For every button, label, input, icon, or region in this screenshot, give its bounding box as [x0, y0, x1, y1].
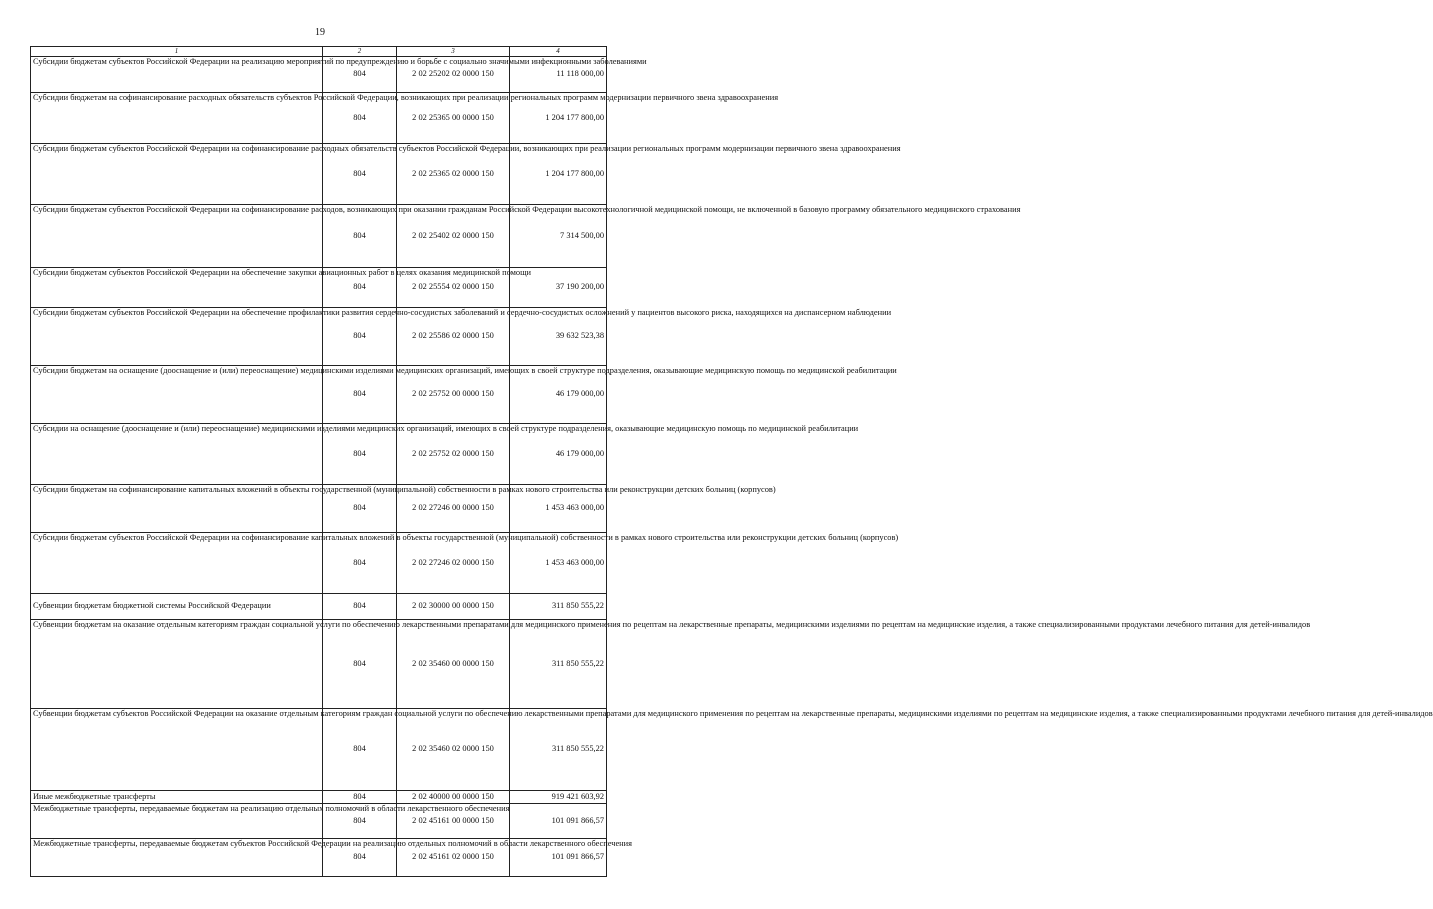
table-row: [31, 57, 607, 93]
row-name: Субсидии бюджетам на софинансирование расходных обязательств субъектов Российской Федерации, возникающих при реализации региональных программ модернизации первичного звена здравоохранения: [31, 93, 323, 144]
row-amount: 1 204 177 800,00: [510, 144, 607, 205]
row-admin-code: 804: [323, 485, 397, 533]
budget-table: [30, 46, 1433, 877]
row-admin-code: 804: [323, 804, 397, 839]
row-budget-class-code: 2 02 35460 00 0000 150: [397, 620, 510, 709]
row-amount: 7 314 500,00: [510, 205, 607, 268]
column-number: 4: [510, 47, 607, 57]
row-admin-code: 804: [323, 308, 397, 366]
table-row: [31, 620, 607, 709]
row-name: Субсидии бюджетам субъектов Российской Федерации на обеспечение закупки авиационных работ в целях оказания медицинской помощи: [31, 268, 323, 308]
row-amount: 101 091 866,57: [510, 839, 607, 877]
column-number-row: [31, 47, 607, 57]
row-name: Субсидии бюджетам на софинансирование капитальных вложений в объекты государственной (муниципальной) собственности в рамках нового строительства или реконструкции детских больниц (корпусов): [31, 485, 323, 533]
table-row: [31, 205, 607, 268]
page-number: 19: [315, 27, 325, 38]
row-admin-code: 804: [323, 57, 397, 93]
row-budget-class-code: 2 02 27246 02 0000 150: [397, 533, 510, 594]
row-amount: 311 850 555,22: [510, 709, 607, 791]
table-row: [31, 144, 607, 205]
table-row: [31, 424, 607, 485]
row-admin-code: 804: [323, 533, 397, 594]
row-admin-code: 804: [323, 620, 397, 709]
row-name: Субсидии бюджетам субъектов Российской Федерации на софинансирование расходов, возникающих при оказании гражданам Российской Федерации высокотехнологичной медицинской помощи, не включенной в базовую программу обязательного медицинского страхования: [31, 205, 323, 268]
row-amount: 101 091 866,57: [510, 804, 607, 839]
row-amount: 46 179 000,00: [510, 424, 607, 485]
row-budget-class-code: 2 02 45161 02 0000 150: [397, 839, 510, 877]
table-row: [31, 93, 607, 144]
row-admin-code: 804: [323, 594, 397, 620]
row-admin-code: 804: [323, 205, 397, 268]
table-row: [31, 791, 607, 804]
row-name: Субсидии бюджетам субъектов Российской Федерации на обеспечение профилактики развития сердечно-сосудистых заболеваний и сердечно-сосудистых осложнений у пациентов высокого риска, находящихся на диспансерном наблюдении: [31, 308, 323, 366]
row-amount: 11 118 000,00: [510, 57, 607, 93]
row-budget-class-code: 2 02 45161 00 0000 150: [397, 804, 510, 839]
row-name: Субсидии бюджетам субъектов Российской Федерации на софинансирование капитальных вложений в объекты государственной (муниципальной) собственности в рамках нового строительства или реконструкции детских больниц (корпусов): [31, 533, 323, 594]
table-row: [31, 366, 607, 424]
row-budget-class-code: 2 02 25554 02 0000 150: [397, 268, 510, 308]
row-budget-class-code: 2 02 25202 02 0000 150: [397, 57, 510, 93]
row-budget-class-code: 2 02 25365 02 0000 150: [397, 144, 510, 205]
row-amount: 1 453 463 000,00: [510, 485, 607, 533]
row-amount: 46 179 000,00: [510, 366, 607, 424]
row-name: Субсидии бюджетам субъектов Российской Федерации на реализацию мероприятий по предупреждению и борьбе с социально значимыми инфекционными заболеваниями: [31, 57, 323, 93]
table-row: [31, 594, 607, 620]
row-amount: 311 850 555,22: [510, 594, 607, 620]
column-number: 1: [31, 47, 323, 57]
row-amount: 1 204 177 800,00: [510, 93, 607, 144]
row-admin-code: 804: [323, 709, 397, 791]
table-row: [31, 485, 607, 533]
table-row: [31, 804, 607, 839]
row-name: Субвенции бюджетам субъектов Российской Федерации на оказание отдельным категориям граждан социальной услуги по обеспечению лекарственными препаратами для медицинского применения по рецептам на лекарственные препараты, медицинскими изделиями по рецептам на медицинские изделия, а также специализированными продуктами лечебного питания для детей-инвалидов: [31, 709, 323, 791]
column-number: 2: [323, 47, 397, 57]
row-admin-code: 804: [323, 366, 397, 424]
row-admin-code: 804: [323, 424, 397, 485]
table-row: [31, 709, 607, 791]
row-budget-class-code: 2 02 25586 02 0000 150: [397, 308, 510, 366]
row-budget-class-code: 2 02 25752 00 0000 150: [397, 366, 510, 424]
row-amount: 37 190 200,00: [510, 268, 607, 308]
row-name: Субсидии на оснащение (дооснащение и (или) переоснащение) медицинскими изделиями медицинских организаций, имеющих в своей структуре подразделения, оказывающие медицинскую помощь по медицинской реабилитации: [31, 424, 323, 485]
row-name: Межбюджетные трансферты, передаваемые бюджетам на реализацию отдельных полномочий в области лекарственного обеспечения: [31, 804, 323, 839]
row-name: Субвенции бюджетам бюджетной системы Российской Федерации: [31, 594, 323, 620]
row-admin-code: 804: [323, 93, 397, 144]
column-number: 3: [397, 47, 510, 57]
row-budget-class-code: 2 02 30000 00 0000 150: [397, 594, 510, 620]
row-name: Иные межбюджетные трансферты: [31, 791, 323, 804]
row-amount: 39 632 523,38: [510, 308, 607, 366]
row-budget-class-code: 2 02 35460 02 0000 150: [397, 709, 510, 791]
row-budget-class-code: 2 02 25752 02 0000 150: [397, 424, 510, 485]
row-name: Субсидии бюджетам субъектов Российской Федерации на софинансирование расходных обязательств субъектов Российской Федерации, возникающих при реализации региональных программ модернизации первичного звена здравоохранения: [31, 144, 323, 205]
row-budget-class-code: 2 02 25365 00 0000 150: [397, 93, 510, 144]
row-name: Субвенции бюджетам на оказание отдельным категориям граждан социальной услуги по обеспечению лекарственными препаратами для медицинского применения по рецептам на лекарственные препараты, медицинскими изделиями по рецептам на медицинские изделия, а также специализированными продуктами лечебного питания для детей-инвалидов: [31, 620, 323, 709]
row-budget-class-code: 2 02 40000 00 0000 150: [397, 791, 510, 804]
table-row: [31, 308, 607, 366]
table-row: [31, 839, 607, 877]
row-name: Межбюджетные трансферты, передаваемые бюджетам субъектов Российской Федерации на реализацию отдельных полномочий в области лекарственного обеспечения: [31, 839, 323, 877]
row-amount: 311 850 555,22: [510, 620, 607, 709]
row-name: Субсидии бюджетам на оснащение (дооснащение и (или) переоснащение) медицинскими изделиями медицинских организаций, имеющих в своей структуре подразделения, оказывающие медицинскую помощь по медицинской реабилитации: [31, 366, 323, 424]
row-admin-code: 804: [323, 144, 397, 205]
row-admin-code: 804: [323, 791, 397, 804]
table-row: [31, 268, 607, 308]
row-admin-code: 804: [323, 268, 397, 308]
row-budget-class-code: 2 02 27246 00 0000 150: [397, 485, 510, 533]
row-amount: 1 453 463 000,00: [510, 533, 607, 594]
row-budget-class-code: 2 02 25402 02 0000 150: [397, 205, 510, 268]
row-amount: 919 421 603,92: [510, 791, 607, 804]
table-row: [31, 533, 607, 594]
row-admin-code: 804: [323, 839, 397, 877]
